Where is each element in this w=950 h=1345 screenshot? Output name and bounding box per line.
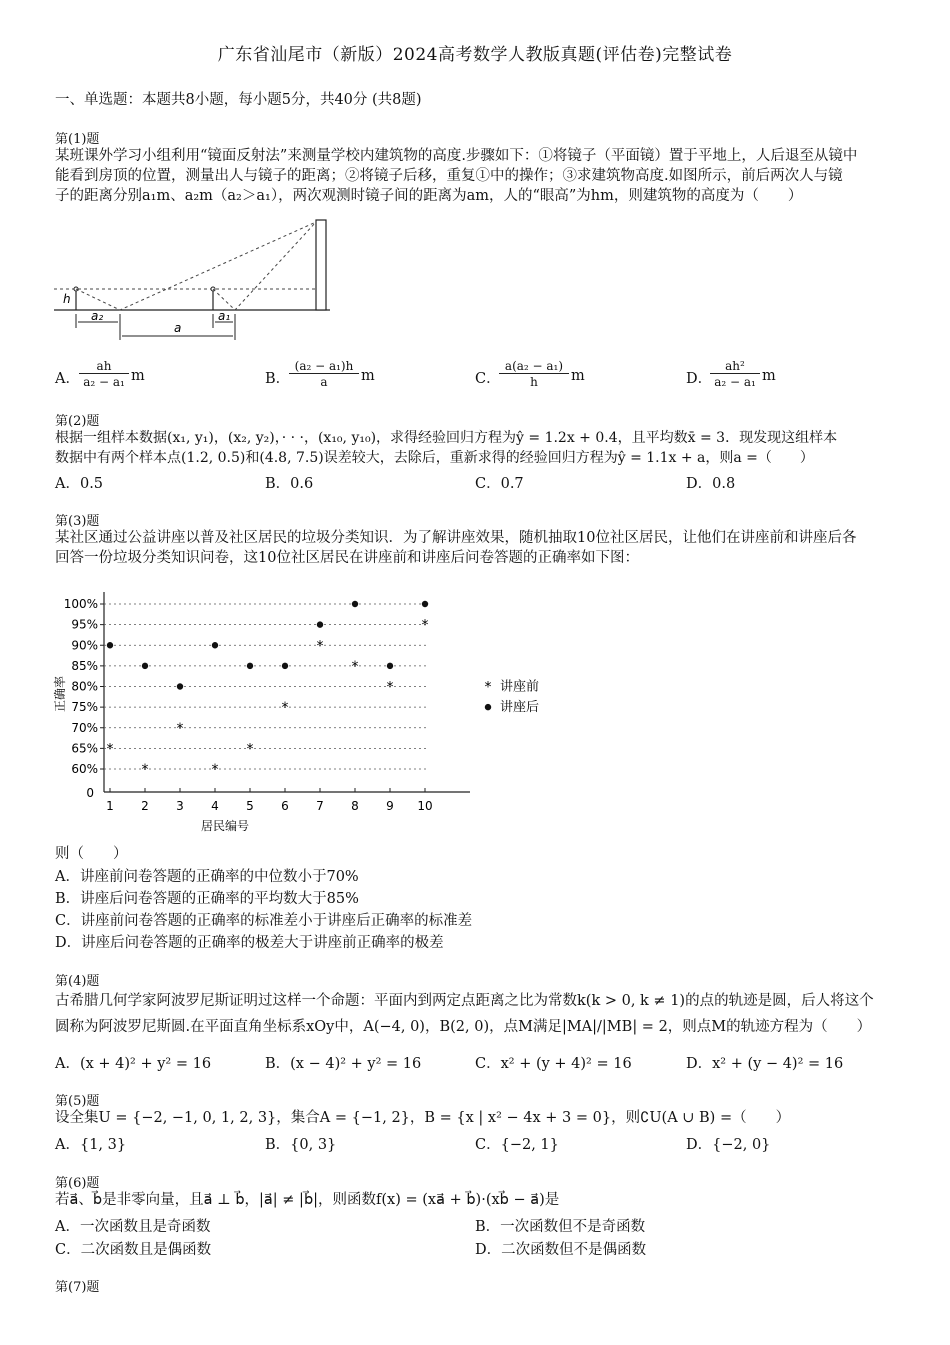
q5-option-d[interactable]: D．{−2, 0} bbox=[686, 1137, 771, 1153]
point-after bbox=[107, 642, 113, 648]
q3-after: 则（ ） bbox=[55, 846, 128, 862]
q2-line: 数据中有两个样本点(1.2, 0.5)和(4.8, 7.5)误差较大，去除后，重新求得的经验回归方程为ŷ = 1.1x + a，则a =（ ） bbox=[55, 450, 814, 466]
y-tick-label: 80% bbox=[71, 679, 98, 694]
page-title: 广东省汕尾市（新版）2024高考数学人教版真题(评估卷)完整试卷 bbox=[217, 45, 733, 65]
q5-option-a[interactable]: A．{1, 3} bbox=[55, 1137, 127, 1153]
point-before: * bbox=[141, 762, 149, 778]
mirror-figure bbox=[50, 212, 340, 342]
y-tick-label: 70% bbox=[71, 720, 98, 735]
q2-option-a[interactable]: A．0.5 bbox=[55, 476, 104, 492]
y-tick-label: 95% bbox=[71, 617, 98, 632]
y-tick-label: 60% bbox=[71, 762, 98, 776]
q1-line: 子的距离分别a₁m、a₂m（a₂＞a₁），两次观测时镜子间的距离为am，人的“眼高”为hm，则建筑物的高度为（ ） bbox=[55, 188, 803, 204]
q3-option-a[interactable]: A．讲座前问卷答题的正确率的中位数小于70% bbox=[55, 869, 359, 885]
point-after bbox=[212, 642, 218, 648]
point-after bbox=[422, 601, 428, 607]
point-after bbox=[387, 663, 393, 669]
point-before: * bbox=[176, 720, 184, 737]
q2-line: 根据一组样本数据(x₁, y₁)，(x₂, y₂)，· · ·，(x₁₀, y₁₀)，求得经验回归方程为ŷ = 1.2x + 0.4，且平均数x̄ = 3．现发现这组样本 bbox=[55, 430, 838, 446]
q4-option-c[interactable]: C．x² + (y + 4)² = 16 bbox=[475, 1056, 632, 1072]
x-tick-label: 9 bbox=[386, 799, 394, 813]
accuracy-chart bbox=[50, 582, 570, 832]
q1-stem bbox=[55, 146, 905, 206]
q1-line: 某班课外学习小组利用“镜面反射法”来测量学校内建筑物的高度.步骤如下：①将镜子（平面镜）置于平地上，人后退至从镜中 bbox=[55, 148, 858, 164]
q3-option-d[interactable]: D．讲座后问卷答题的正确率的极差大于讲座前正确率的极差 bbox=[55, 935, 444, 951]
q2-stem bbox=[55, 428, 905, 468]
q5-number: 第(5)题 bbox=[55, 1094, 100, 1109]
x-tick-label: 5 bbox=[246, 799, 254, 813]
q1-number: 第(1)题 bbox=[55, 132, 100, 147]
legend-marker-before: * bbox=[484, 679, 492, 696]
fig-label-a1: a₁ bbox=[218, 309, 231, 323]
y-tick-label: 65% bbox=[71, 741, 98, 756]
q6-number: 第(6)题 bbox=[55, 1176, 100, 1191]
q7-number: 第(7)题 bbox=[55, 1280, 100, 1295]
origin-label: 0 bbox=[86, 786, 94, 800]
q6-stem: 若a⃗、b⃗是非零向量，且a⃗ ⊥ b⃗，|a⃗| ≠ |b⃗|，则函数f(x) = (xa⃗ + b⃗)·(xb⃗ − a⃗)是 bbox=[55, 1192, 560, 1208]
q5-option-c[interactable]: C．{−2, 1} bbox=[475, 1137, 559, 1153]
point-before: * bbox=[106, 741, 114, 758]
q6-option-c[interactable]: C．二次函数且是偶函数 bbox=[55, 1242, 212, 1258]
q4-stem bbox=[55, 988, 905, 1040]
q1-line: 能看到房顶的位置，测量出人与镜子的距离；②将镜子后移，重复①中的操作；③求建筑物高度.如图所示，前后两次人与镜 bbox=[55, 168, 843, 184]
q6-option-d[interactable]: D．二次函数但不是偶函数 bbox=[475, 1242, 647, 1258]
x-axis-label: 居民编号 bbox=[200, 819, 250, 832]
q2-option-c[interactable]: C．0.7 bbox=[475, 476, 524, 492]
y-tick-label: 100% bbox=[63, 597, 98, 611]
q2-number: 第(2)题 bbox=[55, 414, 100, 429]
q2-option-b[interactable]: B．0.6 bbox=[265, 476, 314, 492]
q3-line: 某社区通过公益讲座以普及社区居民的垃圾分类知识．为了解讲座效果，随机抽取10位社区居民，让他们在讲座前和讲座后各 bbox=[55, 530, 857, 546]
q3-option-c[interactable]: C．讲座前问卷答题的正确率的标准差小于讲座后正确率的标准差 bbox=[55, 913, 473, 929]
q4-line: 古希腊几何学家阿波罗尼斯证明过这样一个命题：平面内到两定点距离之比为常数k(k > 0, k ≠ 1)的点的轨迹是圆，后人将这个 bbox=[55, 993, 874, 1009]
point-after bbox=[282, 663, 288, 669]
point-after bbox=[352, 601, 358, 607]
point-before: * bbox=[316, 638, 324, 655]
q3-line: 回答一份垃圾分类知识问卷，这10位社区居民在讲座前和讲座后问卷答题的正确率如下图： bbox=[55, 550, 639, 566]
point-before: * bbox=[246, 741, 254, 758]
x-tick-label: 10 bbox=[417, 799, 433, 813]
q3-stem bbox=[55, 528, 905, 568]
point-after bbox=[317, 621, 323, 627]
x-tick-label: 2 bbox=[141, 799, 149, 813]
x-tick-label: 7 bbox=[316, 799, 324, 813]
fig-label-a2: a₂ bbox=[91, 309, 104, 323]
q3-option-b[interactable]: B．讲座后问卷答题的正确率的平均数大于85% bbox=[55, 891, 359, 907]
point-after bbox=[142, 663, 148, 669]
q5-stem: 设全集U = {−2, −1, 0, 1, 2, 3}，集合A = {−1, 2}，B = {x | x² − 4x + 3 = 0}，则∁U(A ∪ B) =（ ） bbox=[55, 1110, 791, 1126]
legend-marker-after bbox=[485, 704, 491, 710]
legend-label-before: 讲座前 bbox=[500, 679, 540, 695]
fig-label-a: a bbox=[174, 321, 182, 335]
x-tick-label: 3 bbox=[176, 799, 184, 813]
q5-option-b[interactable]: B．{0, 3} bbox=[265, 1137, 337, 1153]
q3-options bbox=[55, 866, 905, 954]
x-tick-label: 1 bbox=[106, 799, 114, 813]
x-tick-label: 8 bbox=[351, 799, 359, 813]
point-before: * bbox=[351, 658, 359, 675]
point-after bbox=[177, 683, 183, 689]
point-before: * bbox=[211, 762, 219, 778]
section-heading: 一、单选题：本题共8小题，每小题5分，共40分 (共8题) bbox=[55, 92, 422, 108]
q4-option-a[interactable]: A．(x + 4)² + y² = 16 bbox=[55, 1056, 212, 1072]
q3-number: 第(3)题 bbox=[55, 514, 100, 529]
point-before: * bbox=[281, 700, 289, 717]
q2-option-d[interactable]: D．0.8 bbox=[686, 476, 736, 492]
y-axis-label: 正确率 bbox=[53, 675, 67, 713]
q4-option-d[interactable]: D．x² + (y − 4)² = 16 bbox=[686, 1056, 844, 1072]
point-before: * bbox=[386, 679, 394, 696]
legend-label-after: 讲座后 bbox=[500, 700, 540, 716]
y-tick-label: 85% bbox=[71, 658, 98, 673]
q4-option-b[interactable]: B．(x − 4)² + y² = 16 bbox=[265, 1056, 422, 1072]
q6-option-a[interactable]: A．一次函数且是奇函数 bbox=[55, 1219, 211, 1235]
point-before: * bbox=[421, 617, 429, 634]
q1-options: A． ah a₂ − a₁ m B． (a₂ − a₁)h a m C． a(a₂ − a₁) h m D． ah² a₂ − a₁ m bbox=[55, 359, 776, 389]
q6-option-b[interactable]: B．一次函数但不是奇函数 bbox=[475, 1219, 646, 1235]
fig-label-h: h bbox=[63, 292, 71, 306]
q4-number: 第(4)题 bbox=[55, 974, 100, 989]
point-after bbox=[247, 663, 253, 669]
x-tick-label: 6 bbox=[281, 799, 289, 813]
y-tick-label: 75% bbox=[71, 700, 98, 715]
q4-line: 圆称为阿波罗尼斯圆.在平面直角坐标系xOy中，A(−4, 0)，B(2, 0)，点M满足|MA|/|MB| = 2，则点M的轨迹方程为（ ） bbox=[55, 1019, 872, 1035]
y-tick-label: 90% bbox=[71, 638, 98, 653]
x-tick-label: 4 bbox=[211, 799, 219, 813]
